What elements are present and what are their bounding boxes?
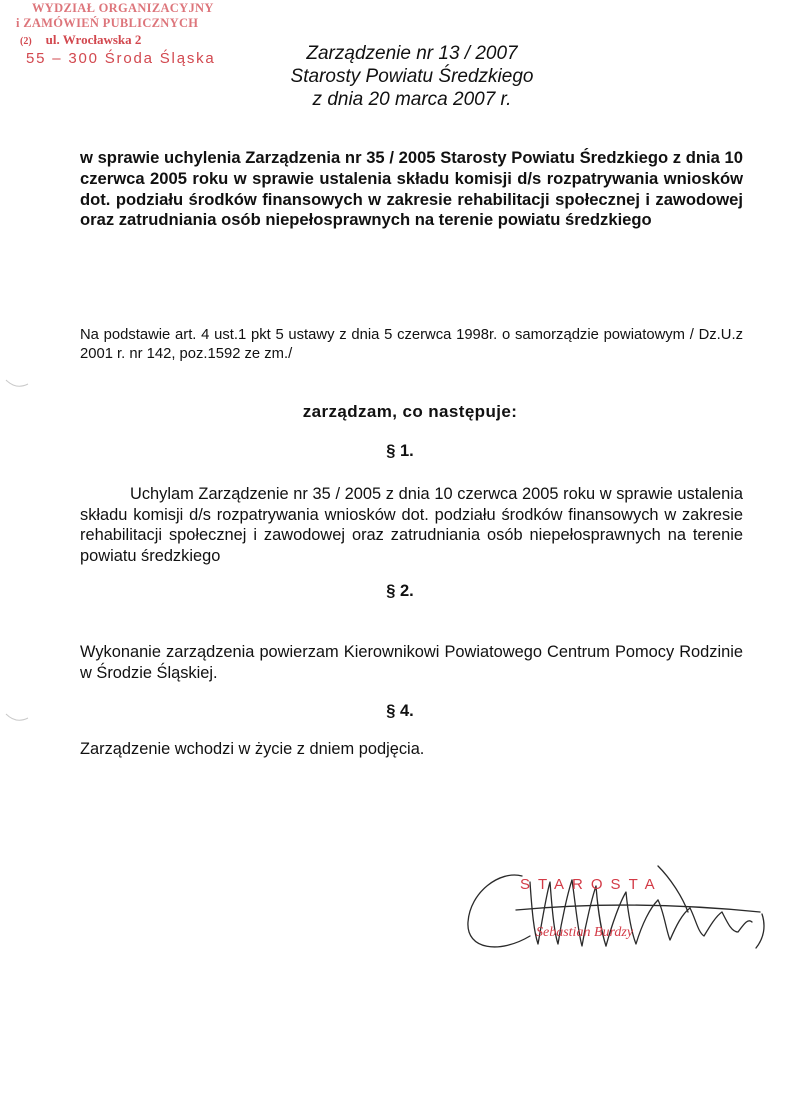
heading-issuer: Starosty Powiatu Średzkiego xyxy=(290,66,534,87)
decree-statement: zarządzam, co następuje: xyxy=(302,402,518,421)
signature-title-stamp: STAROSTA xyxy=(520,876,663,893)
section-heading-2: § 2. xyxy=(386,582,414,600)
punch-hole-mark xyxy=(4,374,30,394)
section-heading-1: § 1. xyxy=(386,442,414,460)
section-heading-4: § 4. xyxy=(386,702,414,720)
signature-name-stamp: Sebastian Burdzy xyxy=(536,925,634,940)
stamp-line-4: 55 – 300 Środa Śląska xyxy=(26,50,216,67)
stamp-line-1: WYDZIAŁ ORGANIZACYJNY xyxy=(32,1,214,15)
legal-basis: Na podstawie art. 4 ust.1 pkt 5 ustawy z dnia 5 czerwca 1998r. o samorządzie powiatowym / Dz.U.z 2001 r. nr 142, poz.1592 ze zm./ xyxy=(80,327,743,362)
section-text-2: Wykonanie zarządzenia powierzam Kierownikowi Powiatowego Centrum Pomocy Rodzinie w Środzie Śląskiej. xyxy=(80,643,743,682)
document-subject: w sprawie uchylenia Zarządzenia nr 35 / 2005 Starosty Powiatu Średzkiego z dnia 10 czerwca 2005 roku w sprawie ustalenia składu komisji d/s rozpatrywania wniosków dot. podziału środków finansowych w zakresie rehabilitacji społecznej i zawodowej oraz zatrudniania osób niepełosprawnych na terenie powiatu średzkiego xyxy=(80,148,743,230)
heading-date: z dnia 20 marca 2007 r. xyxy=(312,89,512,110)
document-heading xyxy=(222,42,602,111)
handwritten-signature xyxy=(460,852,780,962)
stamp-code: (2) xyxy=(20,36,32,47)
section-text-4: Zarządzenie wchodzi w życie z dniem podjęcia. xyxy=(80,740,425,758)
stamp-address: ul. Wrocławska 2 xyxy=(45,32,142,47)
section-text-1: Uchylam Zarządzenie nr 35 / 2005 z dnia 10 czerwca 2005 roku w sprawie ustalenia składu komisji d/s rozpatrywania wniosków dot. podziału środków finansowych w zakresie rehabilitacji społecznej i zawodowej oraz zatrudniania osób niepełosprawnych na terenie powiatu średzkiego xyxy=(80,485,743,565)
stamp-line-3 xyxy=(20,33,141,47)
heading-title: Zarządzenie nr 13 / 2007 xyxy=(306,43,518,64)
stamp-line-2: i ZAMÓWIEŃ PUBLICZNYCH xyxy=(16,16,199,30)
